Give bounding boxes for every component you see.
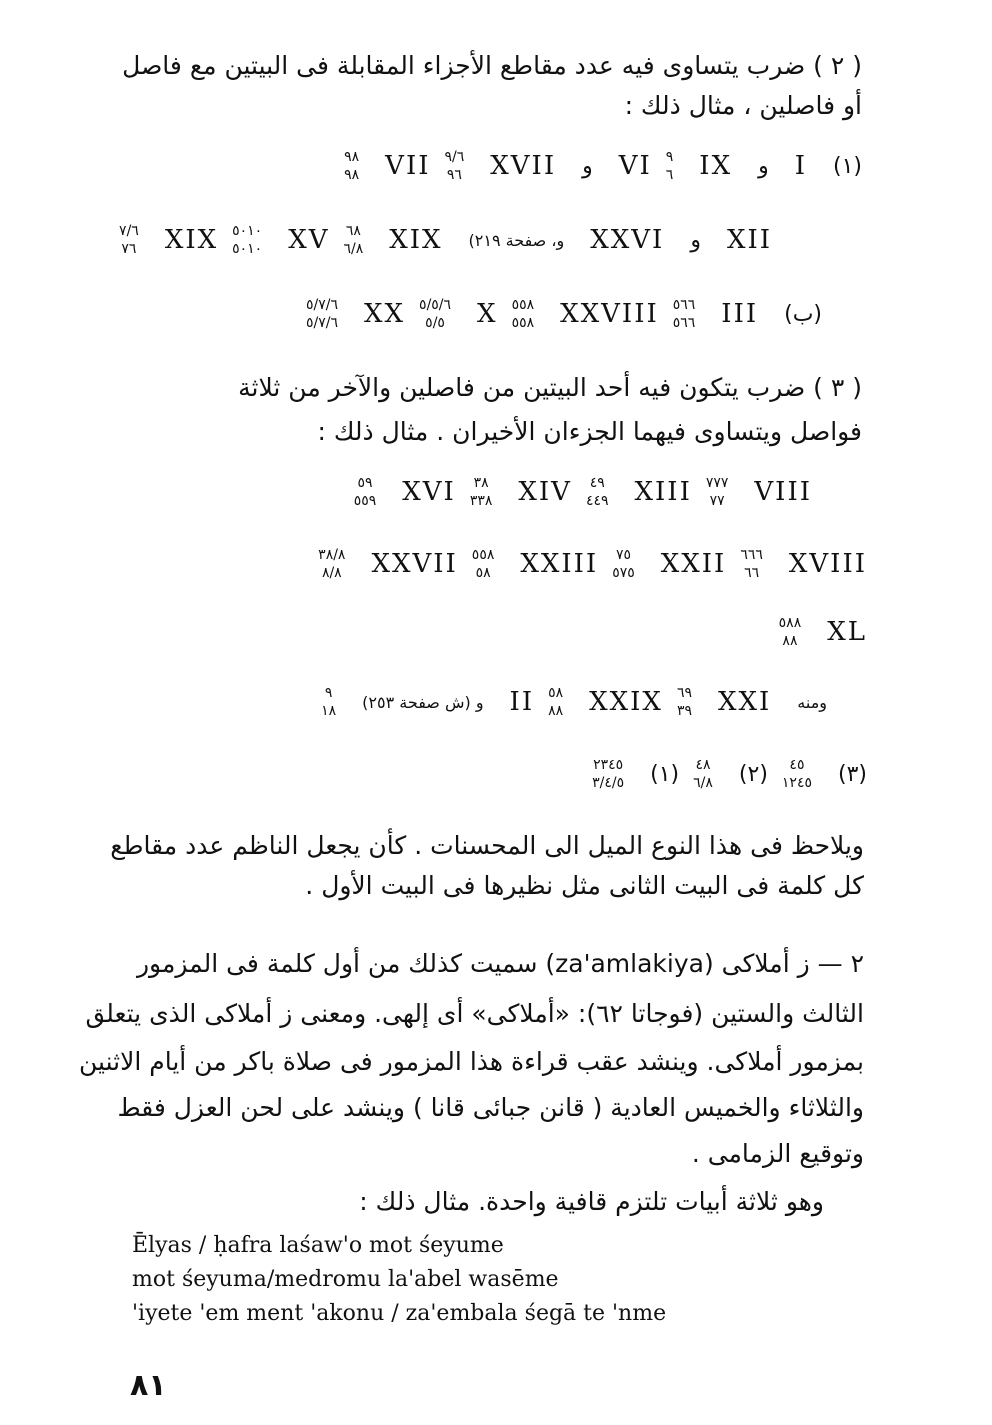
page-number: ٨١ (130, 1368, 167, 1403)
scheme-item: XX (364, 299, 406, 329)
scheme-item: (ب) (784, 301, 822, 327)
scheme-item: I (794, 151, 807, 181)
scheme-fraction: ٥٥٨ ٥٨ (471, 547, 495, 581)
scheme-fraction: ٧٧٧ ٧٧ (705, 475, 729, 509)
scheme-item: (٢) (738, 761, 768, 787)
scheme-fraction: ٩/٦ ٩٦ (444, 149, 465, 183)
para4-line1: ٢ — ز أملاكى (za'amlakiya) سميت كذلك من أول كلمة فى المزمور (136, 949, 864, 978)
scheme-item: XIII (634, 477, 692, 507)
scheme-fraction: ٧/٦ ٧٦ (119, 223, 139, 257)
scheme-fraction: ٧٥ ٥٧٥ (612, 547, 635, 581)
scheme-fraction: ٢٣٤٥ ٣/٤/٥ (592, 757, 625, 791)
scheme2-row1 (340, 474, 812, 510)
scheme-fraction: ٩٨ ٩٨ (344, 149, 360, 183)
scheme-item: XVII (490, 151, 557, 181)
scheme-fraction: ٥٦٦ ٥٦٦ (672, 297, 696, 331)
scheme-fraction: ٣٨ ٣٣٨ (469, 475, 493, 509)
scheme-fraction: ٤٥ ١٢٤٥ (781, 757, 812, 791)
scheme-item: XXII (660, 549, 727, 579)
scheme-fraction: ٤٨ ٦/٨ (693, 757, 713, 791)
scheme-fraction: ٥/٥/٦ ٥/٥ (419, 297, 452, 331)
para4-line4: والثلاثاء والخميس العادية ( قانن جبائى قانا ) وينشد على لحن العزل فقط (117, 1093, 864, 1122)
scheme-item: XXVI (590, 225, 665, 255)
scheme-item: XXVIII (560, 299, 659, 329)
scheme-item: (٣) (837, 761, 867, 787)
latin-line1: Ēlyas / ḥafra laśaw'o mot śeyume (132, 1233, 504, 1258)
scheme-item: VI (618, 151, 652, 181)
scheme-fraction: ٣٨/٨ ٨/٨ (318, 547, 346, 581)
scheme2-row2 (304, 546, 867, 582)
scheme-item: و (690, 227, 701, 253)
scheme-fraction: ٥٩ ٥٥٩ (353, 475, 377, 509)
para3-line2: كل كلمة فى البيت الثانى مثل نظيرها فى البيت الأول . (305, 871, 864, 900)
scheme-item: IX (699, 151, 733, 181)
scheme-item: XV (288, 225, 330, 255)
para1-line2: أو فاصلين ، مثال ذلك : (624, 91, 862, 120)
scheme2-row3 (765, 614, 867, 650)
para2-line1: ( ٣ ) ضرب يتكون فيه أحد البيتين من فاصلين والآخر من ثلاثة (238, 373, 862, 402)
para2-line2: فواصل ويتساوى فيهما الجزءان الأخيران . مثال ذلك : (317, 417, 862, 446)
scheme-item: VII (385, 151, 431, 181)
scheme-fraction: ٦٩ ٣٩ (676, 685, 692, 719)
scheme1-row2 (105, 222, 772, 258)
scheme-item: III (721, 299, 759, 329)
scheme-item: XXIX (589, 687, 663, 717)
scheme-item: و (758, 153, 769, 179)
scheme-item: XL (827, 617, 867, 647)
latin-line2: mot śeyuma/medromu la'abel wasēme (132, 1267, 559, 1292)
scheme-item: VIII (754, 477, 812, 507)
latin-line3: 'iyete 'em ment 'akonu / za'embala śegā te 'nme (132, 1301, 667, 1326)
scheme-item: X (477, 299, 498, 329)
para1-line1: ( ٢ ) ضرب يتساوى فيه عدد مقاطع الأجزاء المقابلة فى البيتين مع فاصل (122, 51, 862, 80)
scheme-note: ومنه (797, 692, 827, 712)
scheme-fraction: ٥٨ ٨٨ (548, 685, 564, 719)
scheme2-row5 (578, 756, 867, 792)
scheme-fraction: ٤٩ ٤٤٩ (585, 475, 609, 509)
scheme-item: (١) (650, 761, 680, 787)
scheme1-row1 (330, 148, 862, 184)
para4-line2: الثالث والستين (فوجاتا ٦٢): «أملاكى» أى إلهى. ومعنى ز أملاكى الذى يتعلق (85, 999, 864, 1028)
para4-line5: وتوقيع الزمامى . (691, 1139, 864, 1168)
para3-line1: ويلاحظ فى هذا النوع الميل الى المحسنات . كأن يجعل الناظم عدد مقاطع (110, 831, 864, 860)
scheme-item: و (582, 153, 593, 179)
scheme-item: II (509, 687, 535, 717)
scheme-fraction: ٥٥٨ ٥٥٨ (511, 297, 535, 331)
scheme-item: XVIII (788, 549, 867, 579)
para4-line3: بمزمور أملاكى. وينشد عقب قراءة هذا المزمور فى صلاة باكر من أيام الاثنين (79, 1047, 864, 1076)
scheme-item: XVI (402, 477, 456, 507)
para5-line1: وهو ثلاثة أبيات تلتزم قافية واحدة. مثال ذلك : (359, 1187, 824, 1216)
scheme-item: XXIII (520, 549, 599, 579)
scheme-fraction: ٩ ٦ (665, 149, 674, 183)
scheme-item: XIX (164, 225, 219, 255)
scheme-item: XIV (518, 477, 572, 507)
scheme-fraction: ٦٨ ٦/٨ (343, 223, 364, 257)
scheme-item: XXI (718, 687, 772, 717)
scheme1-row3 (292, 296, 822, 332)
scheme-fraction: ٦٦٦ ٦٦ (740, 547, 763, 581)
scheme-fraction: ٩ ١٨ (321, 685, 337, 719)
scheme-item: XII (726, 225, 772, 255)
scheme-item: XIX (389, 225, 443, 255)
scheme-note: و، صفحة ٢١٩) (468, 230, 565, 250)
scheme-fraction: ٥٨٨ ٨٨ (778, 615, 802, 649)
scheme-note: و (ش صفحة ٢٥٣) (362, 692, 484, 712)
scheme2-row4 (307, 684, 827, 720)
scheme-item: (١) (832, 153, 862, 179)
scheme-item: XXVII (371, 549, 458, 579)
scheme-fraction: ٥/٧/٦ ٥/٧/٦ (306, 297, 339, 331)
scheme-fraction: ٥٠١٠ ٥٠١٠ (232, 223, 263, 257)
